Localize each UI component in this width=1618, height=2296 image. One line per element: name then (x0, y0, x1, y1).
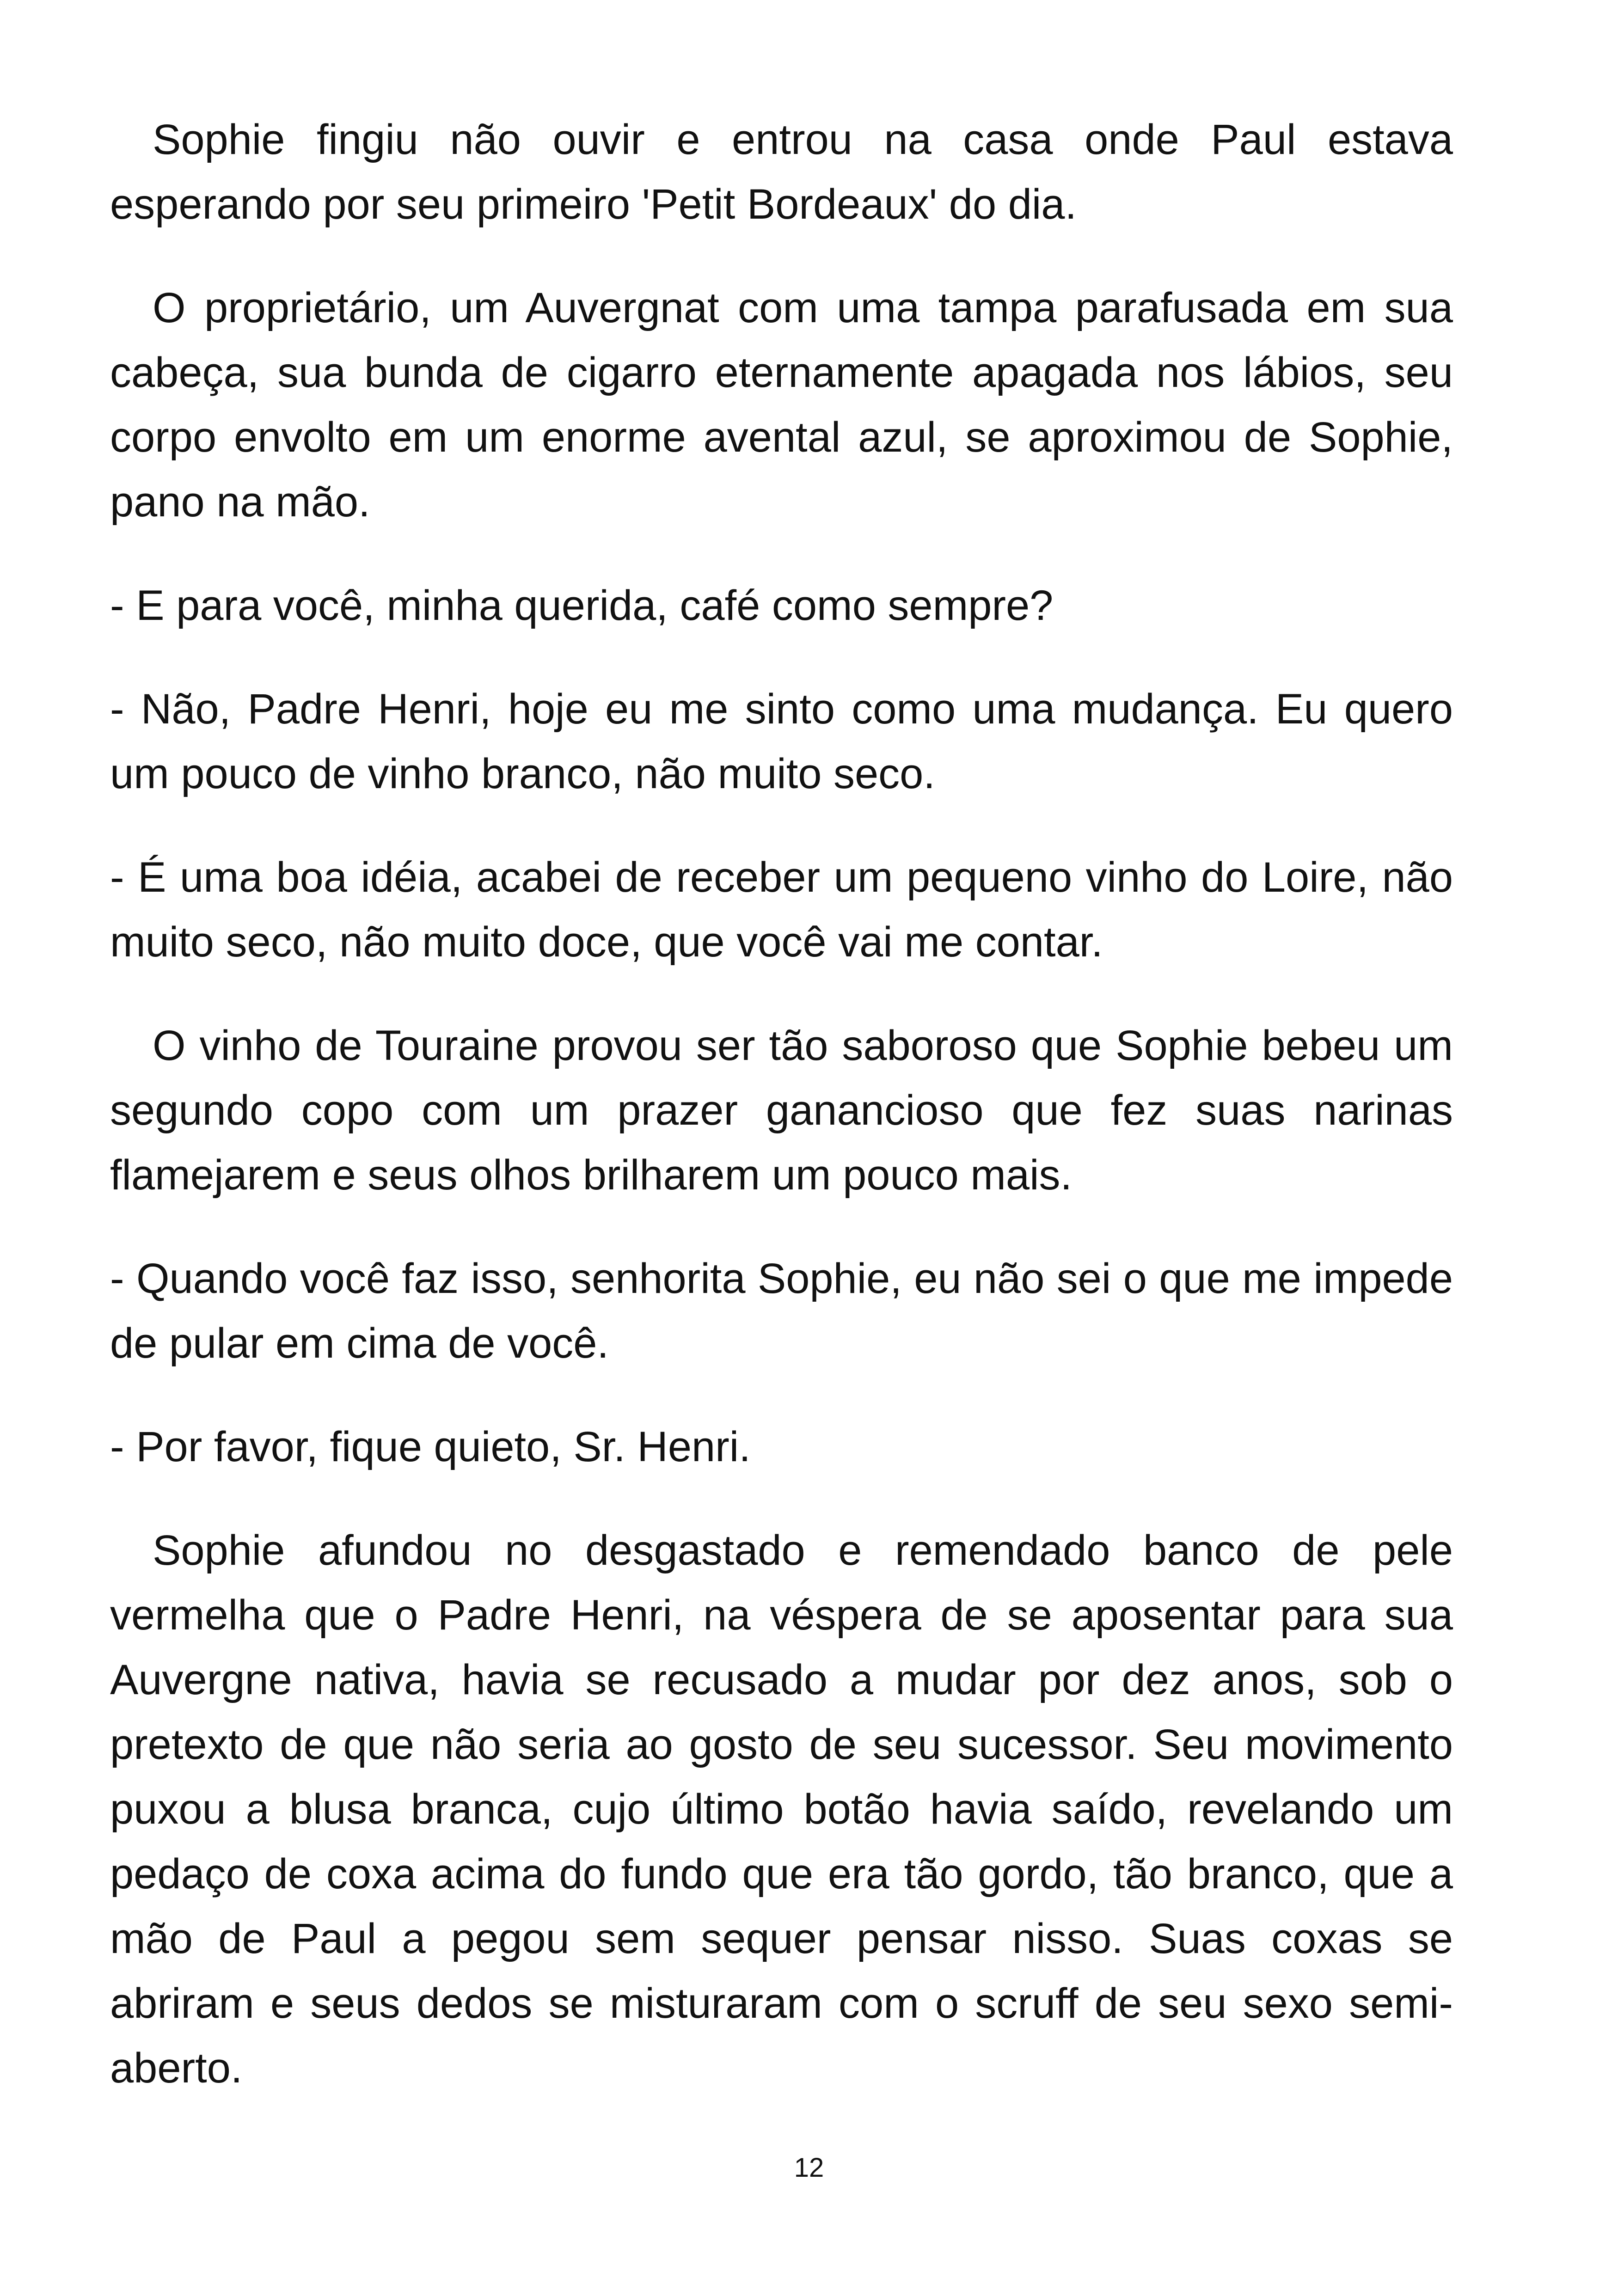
paragraph-3: O vinho de Touraine provou ser tão saboroso que Sophie bebeu um segundo copo com um prazer ganancioso que fez suas narinas flamejarem e seus olhos brilharem um pouco mais. (110, 1022, 1453, 1199)
page-number: 12 (794, 2153, 824, 2183)
paragraph-2: O proprietário, um Auvergnat com uma tampa parafusada em sua cabeça, sua bunda de cigarro eternamente apagada nos lábios, seu corpo envolto em um enorme avental azul, se aproximou de Sophie, pano na mão. (110, 284, 1453, 526)
text-body (110, 107, 1453, 2139)
dialogue-line-3: - É uma boa idéia, acabei de receber um pequeno vinho do Loire, não muito seco, não muito doce, que você vai me contar. (110, 854, 1453, 966)
dialogue-line-1: - E para você, minha querida, café como sempre? (110, 582, 1054, 629)
dialogue-line-5: - Por favor, fique quieto, Sr. Henri. (110, 1423, 751, 1470)
dialogue-line-4: - Quando você faz isso, senhorita Sophie, eu não sei o que me impede de pular em cima de você. (110, 1255, 1453, 1367)
paragraph-4: Sophie afundou no desgastado e remendado banco de pele vermelha que o Padre Henri, na véspera de se aposentar para sua Auvergne nativa, havia se recusado a mudar por dez anos, sob o pretexto de que não seria ao gosto de seu sucessor. Seu movimento puxou a blusa branca, cujo último botão havia saído, revelando um pedaço de coxa acima do fundo que era tão gordo, tão branco, que a mão de Paul a pegou sem sequer pensar nisso. Suas coxas se abriram e seus dedos se misturaram com o scruff de seu sexo semi-aberto. (110, 1527, 1453, 2092)
paragraph-1: Sophie fingiu não ouvir e entrou na casa onde Paul estava esperando por seu primeiro 'Petit Bordeaux' do dia. (110, 116, 1453, 228)
dialogue-line-2: - Não, Padre Henri, hoje eu me sinto como uma mudança. Eu quero um pouco de vinho branco, não muito seco. (110, 686, 1453, 797)
